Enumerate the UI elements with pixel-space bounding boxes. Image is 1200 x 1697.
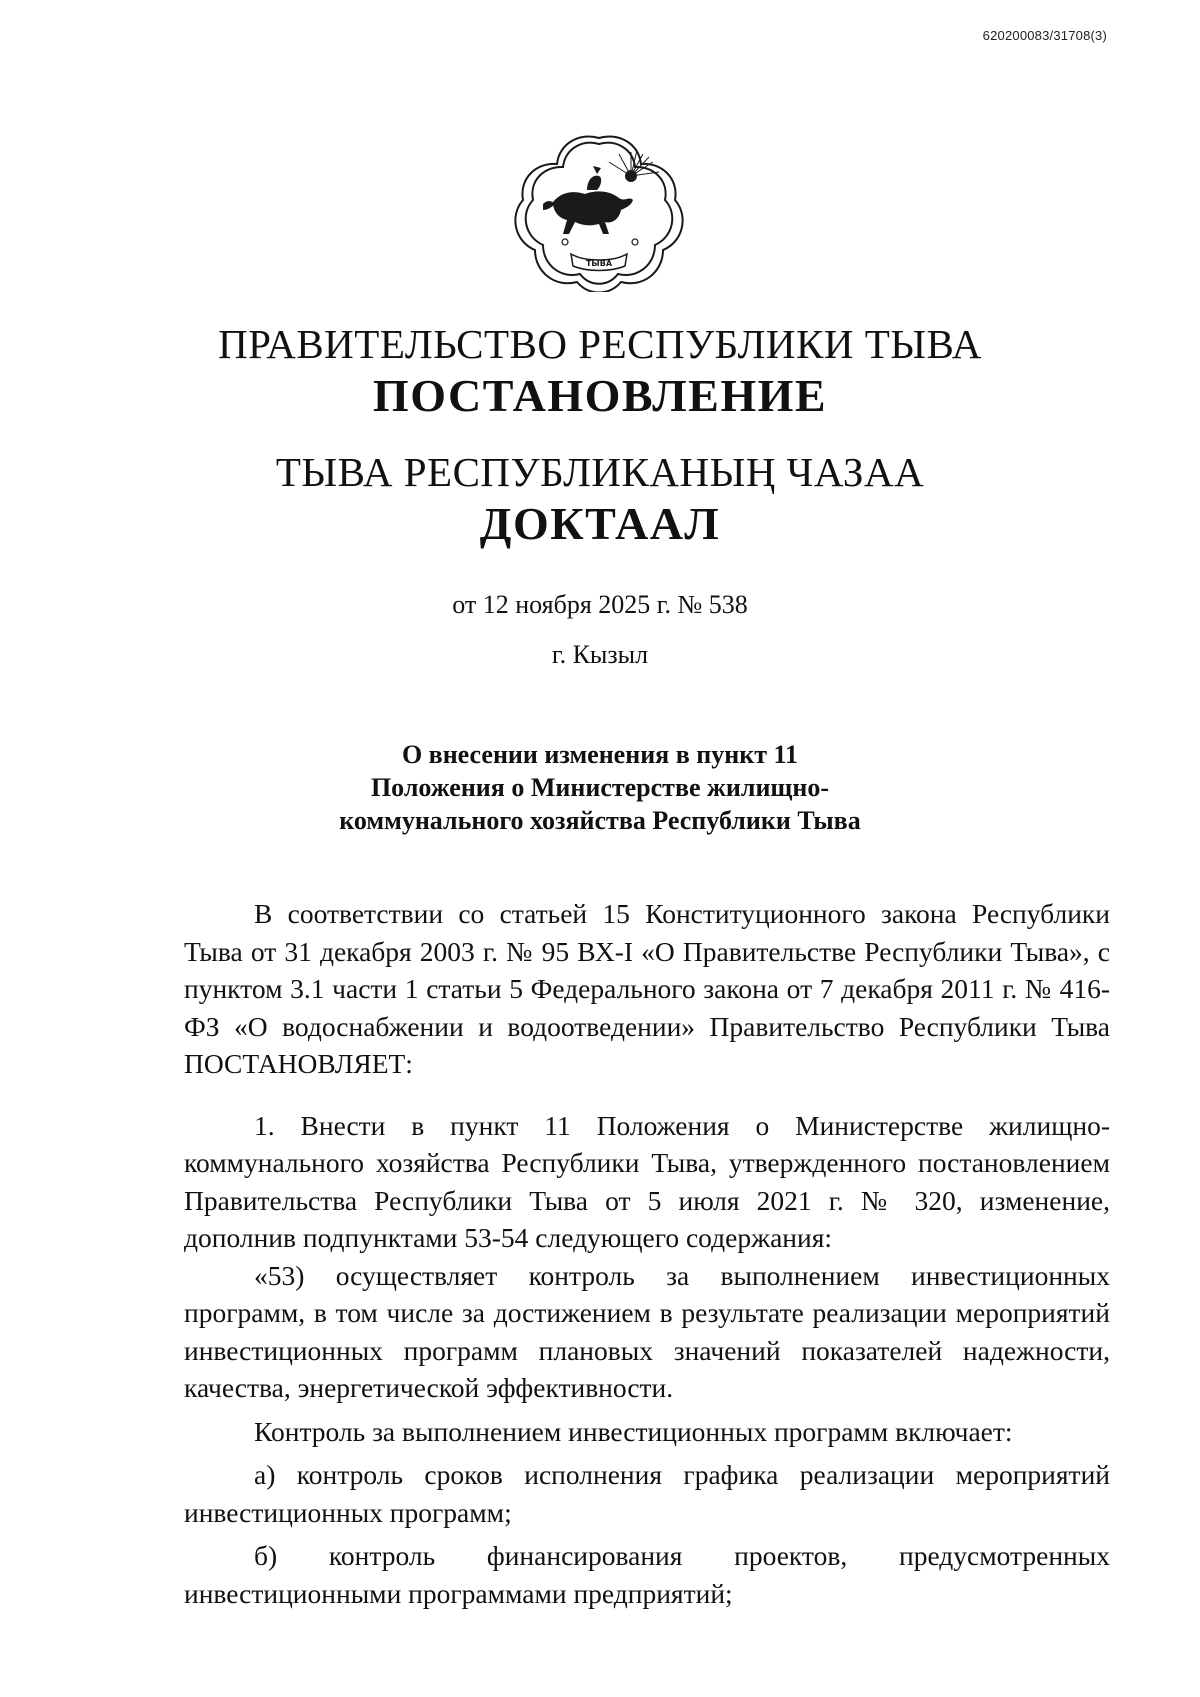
government-name-russian: ПРАВИТЕЛЬСТВО РЕСПУБЛИКИ ТЫВА [218, 321, 982, 367]
decree-city: г. Кызыл [551, 640, 649, 669]
emblem-inscription: ТЫВА [585, 259, 613, 268]
subclause-53-paragraph: «53) осуществляет контроль за выполнением инвестиционных программ, в том числе за достижением в результате реализации мероприятий инвестиционных программ плановых значений показателей надежности, качества, энергетической эффективности. [184, 1259, 1110, 1403]
item-b-paragraph: б) контроль финансирования проектов, предусмотренных инвестиционными программами предприятий; [184, 1540, 1110, 1609]
coat-of-arms-emblem [513, 130, 685, 292]
decree-date-number: от 12 ноября 2025 г. № 538 [452, 590, 748, 619]
clause-1-paragraph: 1. Внести в пункт 11 Положения о Министерстве жилищно-коммунального хозяйства Республики Тыва, утвержденного постановлением Правительства Республики Тыва от 5 июля 2021 г. № 320, изменение, дополнив подпунктами 53-54 следующего содержания: [184, 1109, 1110, 1253]
item-a-paragraph: а) контроль сроков исполнения графика реализации мероприятий инвестиционных программ; [184, 1459, 1110, 1528]
government-name-tuvan: ТЫВА РЕСПУБЛИКАНЫҢ ЧАЗАА [275, 449, 925, 495]
decree-title-line: коммунального хозяйства Республики Тыва [339, 806, 861, 835]
decree-body [184, 895, 1110, 1612]
decree-title [0, 738, 1200, 837]
preamble-paragraph: В соответствии со статьей 15 Конституционного закона Республики Тыва от 31 декабря 2003 г. № 95 ВХ-I «О Правительстве Республики Тыва», с пунктом 3.1 части 1 статьи 5 Федерального закона от 7 декабря 2011 г. № 416-ФЗ «О водоснабжении и водоотведении» Правительство Республики Тыва ПОСТАНОВЛЯЕТ: [184, 898, 1110, 1079]
document-type-tuvan: ДОКТААЛ [479, 498, 721, 549]
document-registration-code: 620200083/31708(3) [982, 28, 1107, 43]
document-type-russian: ПОСТАНОВЛЕНИЕ [372, 370, 828, 421]
decree-title-line: Положения о Министерстве жилищно- [370, 773, 830, 802]
control-includes-paragraph: Контроль за выполнением инвестиционных программ включает: [254, 1415, 1013, 1447]
tuva-coat-of-arms-icon [513, 130, 685, 292]
decree-title-line: О внесении изменения в пункт 11 [401, 740, 799, 769]
